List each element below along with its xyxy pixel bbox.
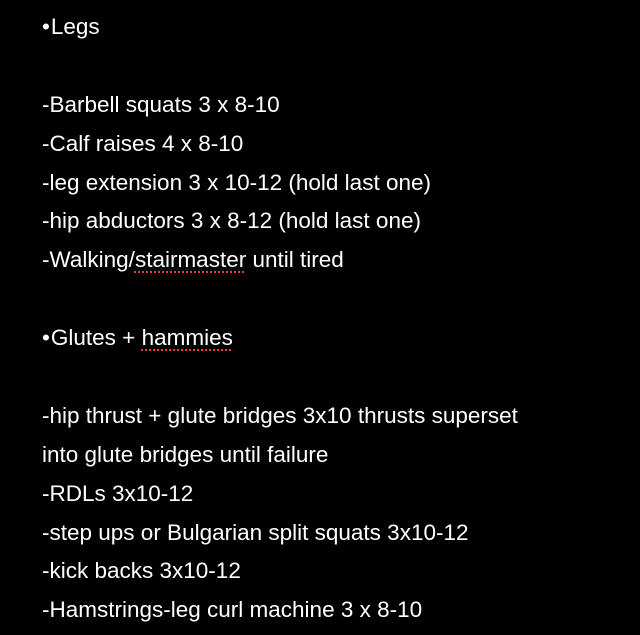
- legs-heading: [42, 8, 632, 47]
- legs-heading-text: Legs: [50, 14, 100, 39]
- legs-bullet: •: [42, 14, 50, 39]
- glutes-heading-prefix: Glutes +: [50, 325, 142, 351]
- blank-line: [42, 47, 632, 86]
- blank-line: [42, 358, 632, 397]
- legs-item-leg-extension: -leg extension 3 x 10-12 (hold last one): [42, 169, 431, 195]
- legs-item-barbell-squats: -Barbell squats 3 x 8-10: [42, 91, 280, 117]
- note-body[interactable]: [42, 8, 632, 630]
- misspelled-word-stairmaster[interactable]: stairmaster: [134, 247, 247, 273]
- glutes-item-hip-thrust: -hip thrust + glute bridges 3x10 thrusts superset: [42, 402, 518, 428]
- walking-prefix: -Walking/: [42, 247, 135, 273]
- glutes-item-step-ups: -step ups or Bulgarian split squats 3x10-12: [42, 519, 469, 545]
- glutes-item-hamstrings-leg-curl: -Hamstrings-leg curl machine 3 x 8-10: [42, 597, 423, 623]
- glutes-bullet: •: [42, 325, 50, 351]
- legs-item-calf-raises: -Calf raises 4 x 8-10: [42, 130, 244, 156]
- legs-item-walking-stairmaster: [42, 241, 632, 280]
- glutes-item-kick-backs: -kick backs 3x10-12: [42, 558, 241, 584]
- misspelled-word-hammies[interactable]: hammies: [141, 325, 233, 351]
- walking-suffix: until tired: [246, 247, 344, 273]
- blank-line: [42, 280, 632, 319]
- legs-item-hip-abductors: -hip abductors 3 x 8-12 (hold last one): [42, 208, 421, 234]
- glutes-item-hip-thrust-continued: into glute bridges until failure: [42, 441, 329, 467]
- glutes-heading: [42, 319, 632, 358]
- glutes-item-rdls: -RDLs 3x10-12: [42, 480, 194, 506]
